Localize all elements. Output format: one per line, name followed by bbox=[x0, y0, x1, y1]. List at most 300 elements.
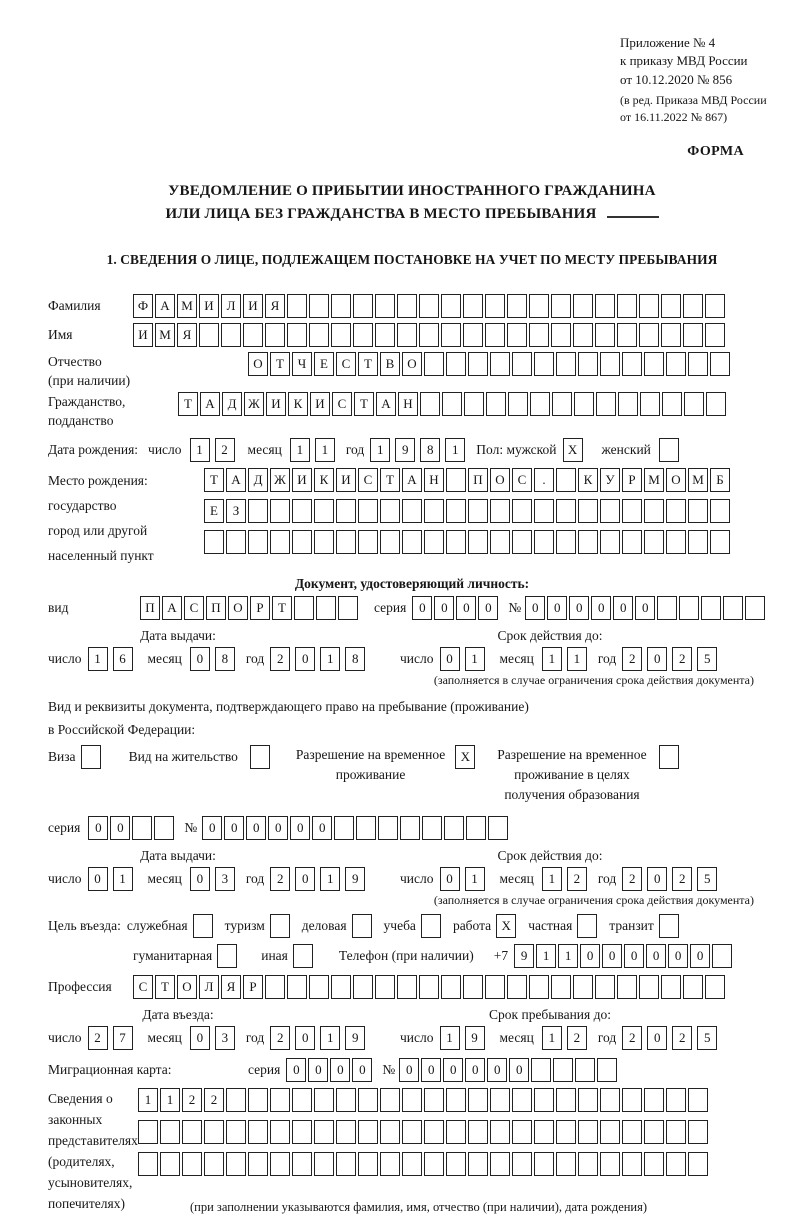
char-cell[interactable] bbox=[622, 1152, 642, 1176]
char-cell[interactable] bbox=[659, 745, 679, 769]
char-cell[interactable]: Р bbox=[243, 975, 263, 999]
char-cell[interactable]: 8 bbox=[215, 647, 235, 671]
char-cell[interactable]: Н bbox=[424, 468, 444, 492]
char-cell[interactable] bbox=[556, 1152, 576, 1176]
char-cell[interactable]: Б bbox=[710, 468, 730, 492]
char-cell[interactable] bbox=[578, 499, 598, 523]
char-cell[interactable] bbox=[154, 816, 174, 840]
char-cell[interactable] bbox=[292, 499, 312, 523]
char-cell[interactable]: 0 bbox=[624, 944, 644, 968]
char-cell[interactable] bbox=[578, 1152, 598, 1176]
char-cell[interactable] bbox=[419, 323, 439, 347]
char-cell[interactable] bbox=[666, 530, 686, 554]
char-cell[interactable] bbox=[336, 1120, 356, 1144]
char-cell[interactable] bbox=[270, 1120, 290, 1144]
char-cell[interactable] bbox=[468, 1152, 488, 1176]
char-cell[interactable] bbox=[309, 975, 329, 999]
char-cell[interactable] bbox=[463, 323, 483, 347]
char-cell[interactable]: Л bbox=[221, 294, 241, 318]
char-cell[interactable]: А bbox=[226, 468, 246, 492]
char-cell[interactable]: 2 bbox=[622, 867, 642, 891]
char-cell[interactable] bbox=[688, 499, 708, 523]
char-cell[interactable]: 0 bbox=[312, 816, 332, 840]
char-cell[interactable]: 1 bbox=[542, 867, 562, 891]
char-cell[interactable]: X bbox=[496, 914, 516, 938]
char-cell[interactable] bbox=[507, 323, 527, 347]
char-cell[interactable] bbox=[622, 1088, 642, 1112]
char-cell[interactable] bbox=[204, 530, 224, 554]
char-cell[interactable] bbox=[402, 499, 422, 523]
char-cell[interactable] bbox=[600, 352, 620, 376]
char-cell[interactable] bbox=[182, 1120, 202, 1144]
char-cell[interactable]: 2 bbox=[672, 1026, 692, 1050]
char-cell[interactable]: 0 bbox=[478, 596, 498, 620]
char-cell[interactable] bbox=[287, 294, 307, 318]
char-cell[interactable] bbox=[529, 294, 549, 318]
char-cell[interactable] bbox=[574, 392, 594, 416]
char-cell[interactable] bbox=[380, 530, 400, 554]
char-cell[interactable] bbox=[534, 352, 554, 376]
char-cell[interactable]: Т bbox=[354, 392, 374, 416]
char-cell[interactable]: 1 bbox=[567, 647, 587, 671]
char-cell[interactable]: 1 bbox=[320, 867, 340, 891]
char-cell[interactable] bbox=[316, 596, 336, 620]
char-cell[interactable] bbox=[617, 975, 637, 999]
char-cell[interactable] bbox=[661, 975, 681, 999]
char-cell[interactable] bbox=[270, 530, 290, 554]
char-cell[interactable] bbox=[679, 596, 699, 620]
char-cell[interactable] bbox=[441, 323, 461, 347]
char-cell[interactable] bbox=[512, 530, 532, 554]
char-cell[interactable]: 8 bbox=[345, 647, 365, 671]
char-cell[interactable] bbox=[507, 975, 527, 999]
char-cell[interactable]: И bbox=[243, 294, 263, 318]
char-cell[interactable] bbox=[397, 294, 417, 318]
char-cell[interactable] bbox=[488, 816, 508, 840]
char-cell[interactable]: 0 bbox=[647, 1026, 667, 1050]
char-cell[interactable]: А bbox=[200, 392, 220, 416]
char-cell[interactable] bbox=[551, 294, 571, 318]
char-cell[interactable]: 2 bbox=[182, 1088, 202, 1112]
char-cell[interactable]: П bbox=[140, 596, 160, 620]
char-cell[interactable] bbox=[556, 1088, 576, 1112]
char-cell[interactable] bbox=[666, 499, 686, 523]
char-cell[interactable] bbox=[701, 596, 721, 620]
char-cell[interactable] bbox=[534, 530, 554, 554]
char-cell[interactable] bbox=[248, 499, 268, 523]
char-cell[interactable]: 0 bbox=[465, 1058, 485, 1082]
char-cell[interactable] bbox=[529, 323, 549, 347]
char-cell[interactable] bbox=[250, 745, 270, 769]
char-cell[interactable]: 2 bbox=[270, 1026, 290, 1050]
char-cell[interactable]: 2 bbox=[672, 647, 692, 671]
char-cell[interactable] bbox=[573, 294, 593, 318]
char-cell[interactable] bbox=[81, 745, 101, 769]
char-cell[interactable]: 1 bbox=[542, 1026, 562, 1050]
char-cell[interactable] bbox=[644, 499, 664, 523]
char-cell[interactable] bbox=[490, 530, 510, 554]
char-cell[interactable] bbox=[659, 438, 679, 462]
char-cell[interactable]: С bbox=[184, 596, 204, 620]
char-cell[interactable] bbox=[622, 1120, 642, 1144]
char-cell[interactable] bbox=[639, 323, 659, 347]
char-cell[interactable] bbox=[485, 294, 505, 318]
char-cell[interactable] bbox=[446, 1088, 466, 1112]
char-cell[interactable]: 6 bbox=[113, 647, 133, 671]
char-cell[interactable] bbox=[639, 294, 659, 318]
char-cell[interactable]: 2 bbox=[88, 1026, 108, 1050]
char-cell[interactable]: 0 bbox=[110, 816, 130, 840]
char-cell[interactable]: 0 bbox=[190, 647, 210, 671]
char-cell[interactable] bbox=[378, 816, 398, 840]
char-cell[interactable]: 0 bbox=[246, 816, 266, 840]
char-cell[interactable] bbox=[551, 323, 571, 347]
char-cell[interactable]: 0 bbox=[202, 816, 222, 840]
char-cell[interactable] bbox=[160, 1152, 180, 1176]
char-cell[interactable] bbox=[420, 392, 440, 416]
char-cell[interactable]: 0 bbox=[646, 944, 666, 968]
char-cell[interactable] bbox=[292, 1152, 312, 1176]
char-cell[interactable] bbox=[712, 944, 732, 968]
char-cell[interactable] bbox=[424, 352, 444, 376]
char-cell[interactable] bbox=[573, 975, 593, 999]
char-cell[interactable] bbox=[666, 1120, 686, 1144]
char-cell[interactable]: X bbox=[455, 745, 475, 769]
char-cell[interactable] bbox=[314, 1152, 334, 1176]
char-cell[interactable] bbox=[644, 352, 664, 376]
char-cell[interactable] bbox=[485, 975, 505, 999]
char-cell[interactable]: И bbox=[292, 468, 312, 492]
char-cell[interactable] bbox=[294, 596, 314, 620]
char-cell[interactable] bbox=[217, 944, 237, 968]
char-cell[interactable] bbox=[622, 499, 642, 523]
char-cell[interactable]: 1 bbox=[113, 867, 133, 891]
char-cell[interactable] bbox=[358, 1088, 378, 1112]
char-cell[interactable] bbox=[193, 914, 213, 938]
char-cell[interactable] bbox=[706, 392, 726, 416]
char-cell[interactable] bbox=[182, 1152, 202, 1176]
char-cell[interactable] bbox=[463, 294, 483, 318]
char-cell[interactable]: Е bbox=[204, 499, 224, 523]
char-cell[interactable] bbox=[600, 530, 620, 554]
char-cell[interactable]: 1 bbox=[558, 944, 578, 968]
char-cell[interactable]: С bbox=[512, 468, 532, 492]
char-cell[interactable] bbox=[644, 530, 664, 554]
char-cell[interactable] bbox=[600, 1120, 620, 1144]
char-cell[interactable]: Т bbox=[270, 352, 290, 376]
char-cell[interactable]: К bbox=[314, 468, 334, 492]
char-cell[interactable] bbox=[683, 323, 703, 347]
char-cell[interactable] bbox=[530, 392, 550, 416]
char-cell[interactable] bbox=[556, 468, 576, 492]
char-cell[interactable] bbox=[380, 1152, 400, 1176]
char-cell[interactable]: Ж bbox=[270, 468, 290, 492]
char-cell[interactable]: 2 bbox=[622, 647, 642, 671]
char-cell[interactable] bbox=[575, 1058, 595, 1082]
char-cell[interactable] bbox=[356, 816, 376, 840]
char-cell[interactable]: С bbox=[332, 392, 352, 416]
char-cell[interactable] bbox=[512, 1088, 532, 1112]
char-cell[interactable] bbox=[375, 975, 395, 999]
char-cell[interactable] bbox=[464, 392, 484, 416]
char-cell[interactable]: И bbox=[266, 392, 286, 416]
char-cell[interactable]: И bbox=[310, 392, 330, 416]
char-cell[interactable]: 0 bbox=[635, 596, 655, 620]
char-cell[interactable] bbox=[705, 323, 725, 347]
char-cell[interactable] bbox=[331, 294, 351, 318]
char-cell[interactable] bbox=[468, 530, 488, 554]
char-cell[interactable]: 0 bbox=[295, 647, 315, 671]
char-cell[interactable] bbox=[358, 1120, 378, 1144]
char-cell[interactable]: 0 bbox=[690, 944, 710, 968]
char-cell[interactable]: 0 bbox=[647, 647, 667, 671]
char-cell[interactable] bbox=[600, 1088, 620, 1112]
char-cell[interactable] bbox=[353, 294, 373, 318]
char-cell[interactable] bbox=[138, 1152, 158, 1176]
char-cell[interactable]: Т bbox=[358, 352, 378, 376]
char-cell[interactable] bbox=[226, 1152, 246, 1176]
char-cell[interactable] bbox=[265, 975, 285, 999]
char-cell[interactable]: Р bbox=[250, 596, 270, 620]
char-cell[interactable] bbox=[485, 323, 505, 347]
char-cell[interactable]: М bbox=[644, 468, 664, 492]
char-cell[interactable] bbox=[248, 530, 268, 554]
char-cell[interactable] bbox=[468, 352, 488, 376]
char-cell[interactable] bbox=[600, 1152, 620, 1176]
char-cell[interactable] bbox=[468, 1088, 488, 1112]
char-cell[interactable] bbox=[659, 914, 679, 938]
char-cell[interactable]: 0 bbox=[487, 1058, 507, 1082]
char-cell[interactable]: 0 bbox=[613, 596, 633, 620]
char-cell[interactable] bbox=[578, 352, 598, 376]
char-cell[interactable] bbox=[138, 1120, 158, 1144]
char-cell[interactable]: 5 bbox=[697, 1026, 717, 1050]
char-cell[interactable]: О bbox=[666, 468, 686, 492]
char-cell[interactable]: 1 bbox=[290, 438, 310, 462]
char-cell[interactable]: Т bbox=[204, 468, 224, 492]
char-cell[interactable]: Н bbox=[398, 392, 418, 416]
char-cell[interactable]: 1 bbox=[445, 438, 465, 462]
char-cell[interactable] bbox=[600, 499, 620, 523]
char-cell[interactable] bbox=[534, 1120, 554, 1144]
char-cell[interactable] bbox=[402, 1088, 422, 1112]
char-cell[interactable]: К bbox=[578, 468, 598, 492]
char-cell[interactable] bbox=[419, 975, 439, 999]
char-cell[interactable] bbox=[265, 323, 285, 347]
char-cell[interactable] bbox=[596, 392, 616, 416]
char-cell[interactable]: 2 bbox=[567, 1026, 587, 1050]
char-cell[interactable] bbox=[463, 975, 483, 999]
char-cell[interactable]: О bbox=[228, 596, 248, 620]
char-cell[interactable] bbox=[617, 323, 637, 347]
char-cell[interactable] bbox=[595, 323, 615, 347]
char-cell[interactable]: 3 bbox=[215, 867, 235, 891]
char-cell[interactable]: 0 bbox=[268, 816, 288, 840]
char-cell[interactable] bbox=[287, 975, 307, 999]
char-cell[interactable] bbox=[204, 1152, 224, 1176]
char-cell[interactable] bbox=[352, 914, 372, 938]
char-cell[interactable]: 1 bbox=[465, 867, 485, 891]
char-cell[interactable] bbox=[160, 1120, 180, 1144]
char-cell[interactable]: 0 bbox=[88, 816, 108, 840]
char-cell[interactable]: 0 bbox=[352, 1058, 372, 1082]
char-cell[interactable]: 5 bbox=[697, 647, 717, 671]
char-cell[interactable] bbox=[710, 530, 730, 554]
char-cell[interactable] bbox=[688, 352, 708, 376]
char-cell[interactable]: Л bbox=[199, 975, 219, 999]
char-cell[interactable] bbox=[424, 1120, 444, 1144]
char-cell[interactable]: А bbox=[376, 392, 396, 416]
char-cell[interactable] bbox=[402, 1120, 422, 1144]
char-cell[interactable]: 1 bbox=[440, 1026, 460, 1050]
char-cell[interactable] bbox=[421, 914, 441, 938]
char-cell[interactable] bbox=[553, 1058, 573, 1082]
char-cell[interactable]: А bbox=[402, 468, 422, 492]
char-cell[interactable] bbox=[358, 499, 378, 523]
char-cell[interactable] bbox=[640, 392, 660, 416]
char-cell[interactable] bbox=[243, 323, 263, 347]
char-cell[interactable] bbox=[688, 1152, 708, 1176]
char-cell[interactable]: 0 bbox=[290, 816, 310, 840]
char-cell[interactable] bbox=[705, 294, 725, 318]
char-cell[interactable] bbox=[226, 1088, 246, 1112]
char-cell[interactable] bbox=[424, 530, 444, 554]
char-cell[interactable]: 0 bbox=[434, 596, 454, 620]
char-cell[interactable]: И bbox=[199, 294, 219, 318]
char-cell[interactable] bbox=[512, 1120, 532, 1144]
char-cell[interactable] bbox=[490, 352, 510, 376]
char-cell[interactable]: О bbox=[402, 352, 422, 376]
char-cell[interactable]: О bbox=[490, 468, 510, 492]
char-cell[interactable]: 2 bbox=[215, 438, 235, 462]
char-cell[interactable] bbox=[336, 1152, 356, 1176]
char-cell[interactable] bbox=[662, 392, 682, 416]
char-cell[interactable]: Т bbox=[178, 392, 198, 416]
char-cell[interactable] bbox=[644, 1152, 664, 1176]
char-cell[interactable]: Я bbox=[221, 975, 241, 999]
char-cell[interactable] bbox=[573, 323, 593, 347]
char-cell[interactable]: 5 bbox=[697, 867, 717, 891]
char-cell[interactable] bbox=[358, 1152, 378, 1176]
char-cell[interactable] bbox=[270, 499, 290, 523]
char-cell[interactable] bbox=[221, 323, 241, 347]
char-cell[interactable] bbox=[688, 1120, 708, 1144]
char-cell[interactable] bbox=[314, 1088, 334, 1112]
char-cell[interactable]: С bbox=[358, 468, 378, 492]
char-cell[interactable] bbox=[380, 1120, 400, 1144]
char-cell[interactable]: 7 bbox=[113, 1026, 133, 1050]
char-cell[interactable] bbox=[314, 1120, 334, 1144]
char-cell[interactable] bbox=[380, 499, 400, 523]
char-cell[interactable]: Я bbox=[177, 323, 197, 347]
char-cell[interactable] bbox=[375, 323, 395, 347]
char-cell[interactable] bbox=[683, 975, 703, 999]
char-cell[interactable] bbox=[710, 352, 730, 376]
char-cell[interactable] bbox=[397, 323, 417, 347]
char-cell[interactable] bbox=[534, 499, 554, 523]
char-cell[interactable]: 1 bbox=[138, 1088, 158, 1112]
char-cell[interactable]: 1 bbox=[536, 944, 556, 968]
char-cell[interactable] bbox=[529, 975, 549, 999]
char-cell[interactable] bbox=[644, 1088, 664, 1112]
char-cell[interactable]: 2 bbox=[622, 1026, 642, 1050]
char-cell[interactable] bbox=[292, 1120, 312, 1144]
char-cell[interactable]: К bbox=[288, 392, 308, 416]
char-cell[interactable] bbox=[661, 294, 681, 318]
char-cell[interactable] bbox=[226, 530, 246, 554]
char-cell[interactable] bbox=[490, 1088, 510, 1112]
char-cell[interactable] bbox=[441, 294, 461, 318]
char-cell[interactable]: Д bbox=[222, 392, 242, 416]
char-cell[interactable]: Ч bbox=[292, 352, 312, 376]
char-cell[interactable]: 0 bbox=[647, 867, 667, 891]
char-cell[interactable]: 0 bbox=[580, 944, 600, 968]
char-cell[interactable] bbox=[577, 914, 597, 938]
char-cell[interactable] bbox=[578, 1120, 598, 1144]
char-cell[interactable] bbox=[508, 392, 528, 416]
char-cell[interactable] bbox=[402, 530, 422, 554]
char-cell[interactable] bbox=[512, 499, 532, 523]
char-cell[interactable]: 2 bbox=[270, 647, 290, 671]
char-cell[interactable] bbox=[595, 975, 615, 999]
char-cell[interactable] bbox=[512, 1152, 532, 1176]
char-cell[interactable] bbox=[287, 323, 307, 347]
char-cell[interactable]: 1 bbox=[320, 1026, 340, 1050]
char-cell[interactable] bbox=[444, 816, 464, 840]
char-cell[interactable]: 0 bbox=[88, 867, 108, 891]
char-cell[interactable]: 0 bbox=[668, 944, 688, 968]
char-cell[interactable] bbox=[314, 499, 334, 523]
char-cell[interactable] bbox=[309, 294, 329, 318]
char-cell[interactable] bbox=[353, 975, 373, 999]
char-cell[interactable]: И bbox=[133, 323, 153, 347]
char-cell[interactable]: 0 bbox=[569, 596, 589, 620]
char-cell[interactable] bbox=[293, 944, 313, 968]
char-cell[interactable] bbox=[446, 1120, 466, 1144]
char-cell[interactable] bbox=[507, 294, 527, 318]
char-cell[interactable] bbox=[248, 1120, 268, 1144]
char-cell[interactable] bbox=[446, 530, 466, 554]
char-cell[interactable]: 1 bbox=[370, 438, 390, 462]
char-cell[interactable] bbox=[466, 816, 486, 840]
char-cell[interactable]: 1 bbox=[315, 438, 335, 462]
char-cell[interactable]: 0 bbox=[591, 596, 611, 620]
char-cell[interactable] bbox=[556, 499, 576, 523]
char-cell[interactable]: Д bbox=[248, 468, 268, 492]
char-cell[interactable]: 9 bbox=[345, 1026, 365, 1050]
char-cell[interactable] bbox=[358, 530, 378, 554]
char-cell[interactable] bbox=[622, 352, 642, 376]
char-cell[interactable]: 0 bbox=[443, 1058, 463, 1082]
char-cell[interactable]: Е bbox=[314, 352, 334, 376]
char-cell[interactable] bbox=[446, 468, 466, 492]
char-cell[interactable]: 1 bbox=[190, 438, 210, 462]
char-cell[interactable]: 0 bbox=[547, 596, 567, 620]
char-cell[interactable]: Т bbox=[380, 468, 400, 492]
char-cell[interactable] bbox=[270, 1088, 290, 1112]
char-cell[interactable]: О bbox=[177, 975, 197, 999]
char-cell[interactable]: 0 bbox=[224, 816, 244, 840]
char-cell[interactable]: 0 bbox=[286, 1058, 306, 1082]
char-cell[interactable]: 2 bbox=[567, 867, 587, 891]
char-cell[interactable] bbox=[657, 596, 677, 620]
char-cell[interactable]: П bbox=[206, 596, 226, 620]
char-cell[interactable]: 0 bbox=[525, 596, 545, 620]
char-cell[interactable] bbox=[132, 816, 152, 840]
char-cell[interactable] bbox=[490, 1120, 510, 1144]
char-cell[interactable] bbox=[684, 392, 704, 416]
char-cell[interactable]: 0 bbox=[190, 1026, 210, 1050]
